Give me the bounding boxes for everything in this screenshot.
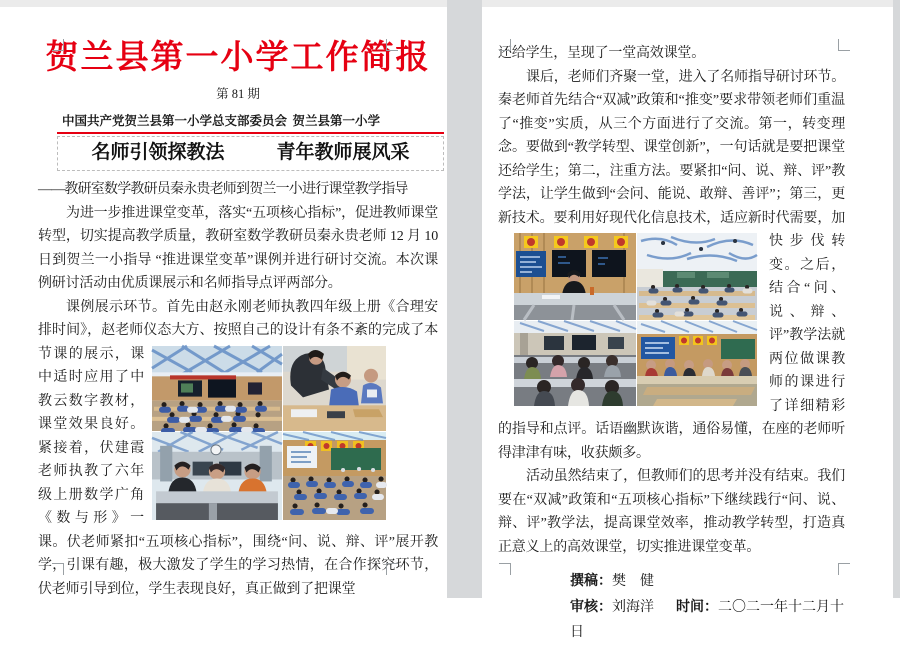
headline-left: 名师引领探教法 [91, 142, 225, 163]
page-right[interactable] [482, 7, 893, 640]
author-name: 樊 健 [612, 574, 654, 589]
paragraph-3-text-before: 课后，老师们齐聚一堂，进入了名师指导研讨环节。秦老师首先结合“双减”政策和“推变”要求带领老师们重温了“推变”实质，从三个方面进行了交流。第一，转变理念。要做到“教学转型、课堂创新”，一句话就是要把课堂还给学生；第二，注重方法。要紧扣“问、说、辩、评”教学法，让学生做到“会问、能说、敢辩、善评”；第三，更新技术。要利用好现代化信息技术，适应新时代需要，加快步 [498, 69, 845, 249]
signature-review-line[interactable] [570, 595, 845, 646]
photo-judges-table [152, 432, 282, 520]
paragraph-1[interactable]: 为进一步推进课堂变革，落实“五项核心指标”，促进教师课堂转型，切实提高教学质量，教研室数学教研员秦永贵老师 12 月 10 日到贺兰一小指导 “推进课堂变革”课例并进行研讨交流。本次课例研讨活动由优质课展示和名师指导点评两部分。 [38, 205, 438, 291]
page-gap-strip [447, 0, 482, 598]
red-divider-rule [57, 132, 444, 134]
date-value: 二〇二一年十二月十日 [570, 599, 844, 640]
signature-block [498, 569, 845, 646]
crop-mark [386, 39, 398, 51]
paragraph-2-continued[interactable]: 还给学生，呈现了一堂高效课堂。 [498, 46, 705, 61]
byline[interactable]: ——教研室数学教研员秦永贵老师到贺兰一小进行课堂教学指导 [38, 182, 408, 197]
crop-mark [499, 39, 511, 51]
paragraph-2-text-after: 展示，课中适时应用了中教云数字教材，课堂效果良好。紧接着，伏建霞老师执教了六年级上册数学广角《数与形》一课。伏老师紧扣“五项核心指标”，围绕“问、说、辩、评”展开教学，引课有趣，极大激发了学生的学习热情，在合作探究环节，伏老师引导到位，学生表现良好，真正做到了把课堂 [38, 346, 438, 597]
photo-classroom-greenboard [283, 432, 386, 520]
photo-collage-right-page[interactable] [514, 233, 757, 406]
paragraph-2-text-before: 课例展示环节。首先由赵永刚老师执教四年级上册《合理安排时间》，赵老师仪态大方、按照自己的设计有条不紊的完成了本节课的 [38, 299, 438, 362]
paragraph-3-text-after: 伐转变。之后，结合“问、说、辩、评”教学法就两位做课教师的课进行了详细精彩的指导和点评。话语幽默诙谐，通俗易懂，在座的老师听得津津有味，收获颇多。 [498, 234, 845, 461]
crop-mark [386, 563, 398, 575]
page-left[interactable] [0, 7, 447, 598]
author-label: 撰稿： [570, 574, 612, 589]
crop-mark [838, 563, 850, 575]
org-right: 贺兰县第一小学 [292, 114, 380, 128]
org-left: 中国共产党贺兰县第一小学总支部委员会 [62, 114, 288, 128]
issue-number: 第 81 期 [216, 87, 260, 101]
headline-right: 青年教师展风采 [276, 142, 410, 163]
paragraph-4[interactable]: 活动虽然结束了，但教师们的思考并没有结束。我们要在“双减”政策和“五项核心指标”下继续践行“问、说、辩、评”教学法，提高课堂效率，推动教学转型，打造真正意义上的高效课堂，切实推进课堂变革。 [498, 469, 845, 555]
left-page-body [38, 178, 438, 601]
photo-teachers-listening [514, 321, 636, 406]
crop-mark [838, 39, 850, 51]
masthead-org-row [38, 113, 438, 129]
photo-collage-left-page[interactable] [152, 346, 386, 520]
photo-panel-table [637, 321, 757, 406]
date-label: 时间： [676, 599, 718, 615]
photo-teacher-helping-students [283, 346, 386, 431]
photo-classroom-lecture [152, 346, 282, 431]
photo-meeting-room [637, 233, 757, 320]
bulletin-title: 贺兰县第一小学工作简报 [45, 38, 431, 75]
photo-speaker-front [514, 233, 636, 320]
signature-author-line[interactable] [570, 569, 845, 595]
crop-mark [52, 563, 64, 575]
reviewer-label: 审核： [570, 599, 612, 615]
crop-mark [52, 39, 64, 51]
paragraph-3[interactable] [498, 66, 845, 466]
paragraph-2[interactable] [38, 296, 438, 602]
reviewer-name: 刘海洋 [612, 599, 654, 615]
crop-mark [499, 563, 511, 575]
canvas-right-strip [893, 0, 900, 598]
right-page-body [498, 42, 845, 559]
headline-box [57, 136, 444, 171]
